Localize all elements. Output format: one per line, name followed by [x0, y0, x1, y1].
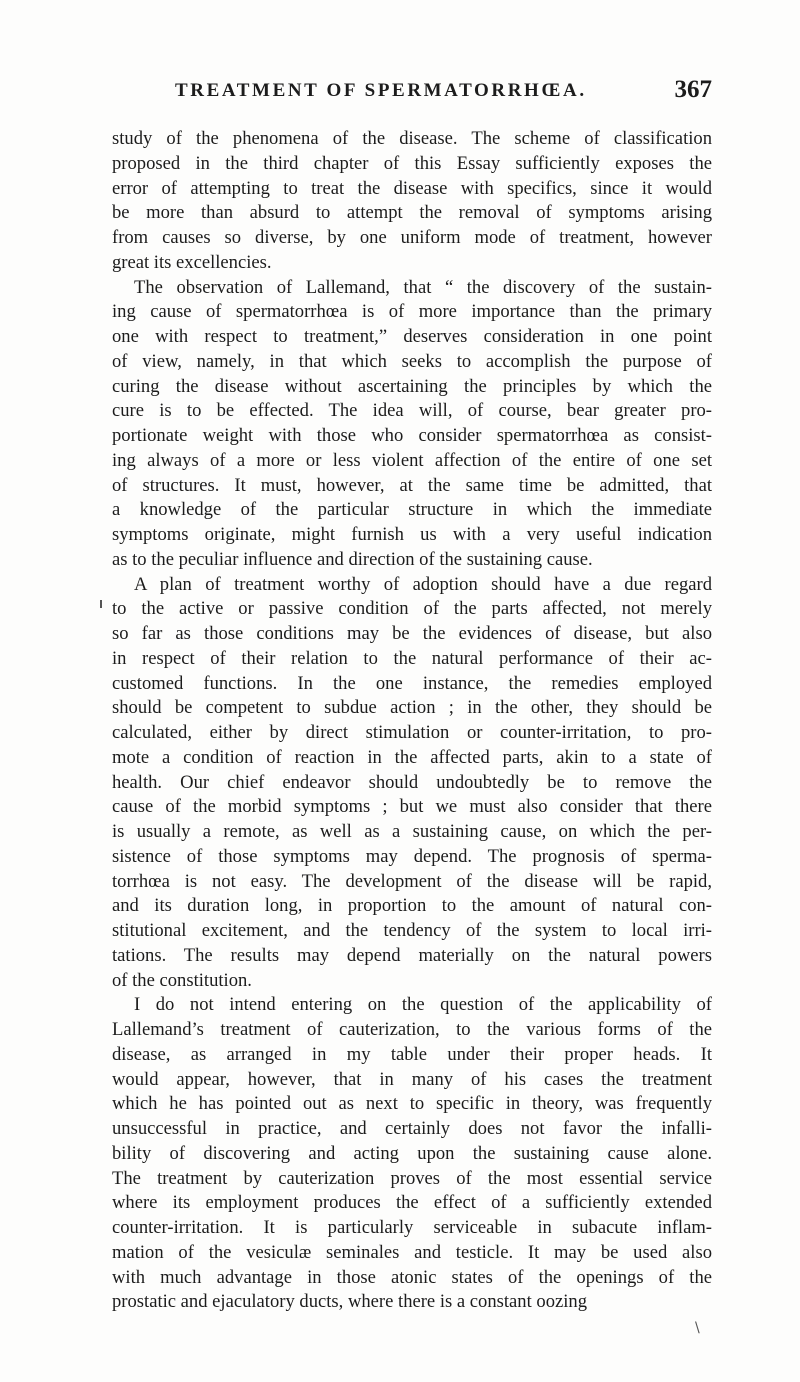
text-line: with much advantage in those atonic states of the openings of the — [112, 1266, 712, 1288]
text-line: stitutional excitement, and the tendency of the system to local irri- — [112, 920, 712, 941]
margin-mark — [100, 600, 102, 608]
text-line: should be competent to subdue action ; in the other, they should be — [112, 697, 712, 719]
stray-mark: \ — [695, 1320, 700, 1336]
text-line: Lallemand’s treatment of cauterization, to the various forms of the — [112, 1019, 712, 1040]
text-line: to the active or passive condition of the parts affected, not merely — [112, 598, 712, 620]
running-head — [112, 76, 712, 108]
text-line: of structures. It must, however, at the same time be admitted, that — [112, 474, 712, 496]
text-line: where its employment produces the effect of a sufficiently extended — [112, 1192, 712, 1214]
text-line: a knowledge of the particular structure in which the immediate — [112, 499, 712, 521]
text-line: health. Our chief endeavor should undoubtedly be to remove the — [112, 771, 712, 793]
text-line: prostatic and ejaculatory ducts, where there is a constant oozing — [112, 1291, 588, 1313]
text-line: curing the disease without ascertaining the principles by which the — [112, 375, 712, 397]
body-text — [112, 127, 712, 1315]
text-line: proposed in the third chapter of this Essay sufficiently exposes the — [112, 152, 712, 174]
text-line: study of the phenomena of the disease. The scheme of classification — [112, 128, 712, 149]
text-line: I do not intend entering on the question of the applicability of — [134, 994, 712, 1016]
text-line: so far as those conditions may be the evidences of disease, but also — [112, 623, 712, 644]
running-title: TREATMENT OF SPERMATORRHŒA. — [175, 80, 587, 101]
text-line: be more than absurd to attempt the removal of symptoms arising — [112, 202, 712, 224]
text-line: and its duration long, in proportion to the amount of natural con- — [112, 895, 712, 917]
text-line: symptoms originate, might furnish us with a very useful indication — [112, 524, 712, 545]
text-line: mation of the vesiculæ seminales and testicle. It may be used also — [112, 1241, 712, 1263]
text-line: from causes so diverse, by one uniform mode of treatment, however — [112, 227, 712, 248]
text-line: is usually a remote, as well as a sustaining cause, on which the per- — [112, 821, 712, 842]
text-line: cause of the morbid symptoms ; but we must also consider that there — [112, 796, 712, 818]
text-line: sistence of those symptoms may depend. The prognosis of sperma- — [112, 845, 712, 867]
text-line: portionate weight with those who consider spermatorrhœa as consist- — [112, 425, 712, 446]
text-line: as to the peculiar influence and direction of the sustaining cause. — [112, 548, 593, 570]
text-line: would appear, however, that in many of his cases the treatment — [112, 1068, 712, 1090]
text-line: cure is to be effected. The idea will, of course, bear greater pro- — [112, 400, 712, 422]
text-line: mote a condition of reaction in the affected parts, akin to a state of — [112, 746, 712, 768]
text-line: in respect of their relation to the natural performance of their ac- — [112, 647, 712, 669]
text-line: error of attempting to treat the disease with specifics, since it would — [112, 177, 712, 199]
text-line: ing cause of spermatorrhœa is of more importance than the primary — [112, 301, 712, 323]
text-line: calculated, either by direct stimulation or counter-irritation, to pro- — [112, 722, 712, 743]
text-line: which he has pointed out as next to specific in theory, was frequently — [112, 1093, 712, 1115]
text-line: torrhœa is not easy. The development of the disease will be rapid, — [112, 870, 712, 892]
text-line: of the constitution. — [112, 969, 252, 991]
text-line: great its excellencies. — [112, 251, 272, 273]
text-line: bility of discovering and acting upon the sustaining cause alone. — [112, 1142, 712, 1164]
text-line: of view, namely, in that which seeks to accomplish the purpose of — [112, 350, 712, 372]
text-line: one with respect to treatment,” deserves consideration in one point — [112, 326, 712, 347]
text-line: customed functions. In the one instance, the remedies employed — [112, 672, 712, 694]
text-line: A plan of treatment worthy of adoption should have a due regard — [134, 573, 712, 595]
page-number: 367 — [674, 76, 712, 103]
text-line: The observation of Lallemand, that “ the discovery of the sustain- — [134, 276, 712, 298]
text-line: disease, as arranged in my table under their proper heads. It — [112, 1043, 712, 1065]
text-line: counter-irritation. It is particularly serviceable in subacute inflam- — [112, 1217, 712, 1238]
text-line: ing always of a more or less violent affection of the entire of one set — [112, 449, 712, 471]
text-line: The treatment by cauterization proves of the most essential service — [112, 1167, 712, 1189]
text-line: tations. The results may depend materially on the natural powers — [112, 944, 712, 966]
text-line: unsuccessful in practice, and certainly does not favor the infalli- — [112, 1118, 712, 1139]
